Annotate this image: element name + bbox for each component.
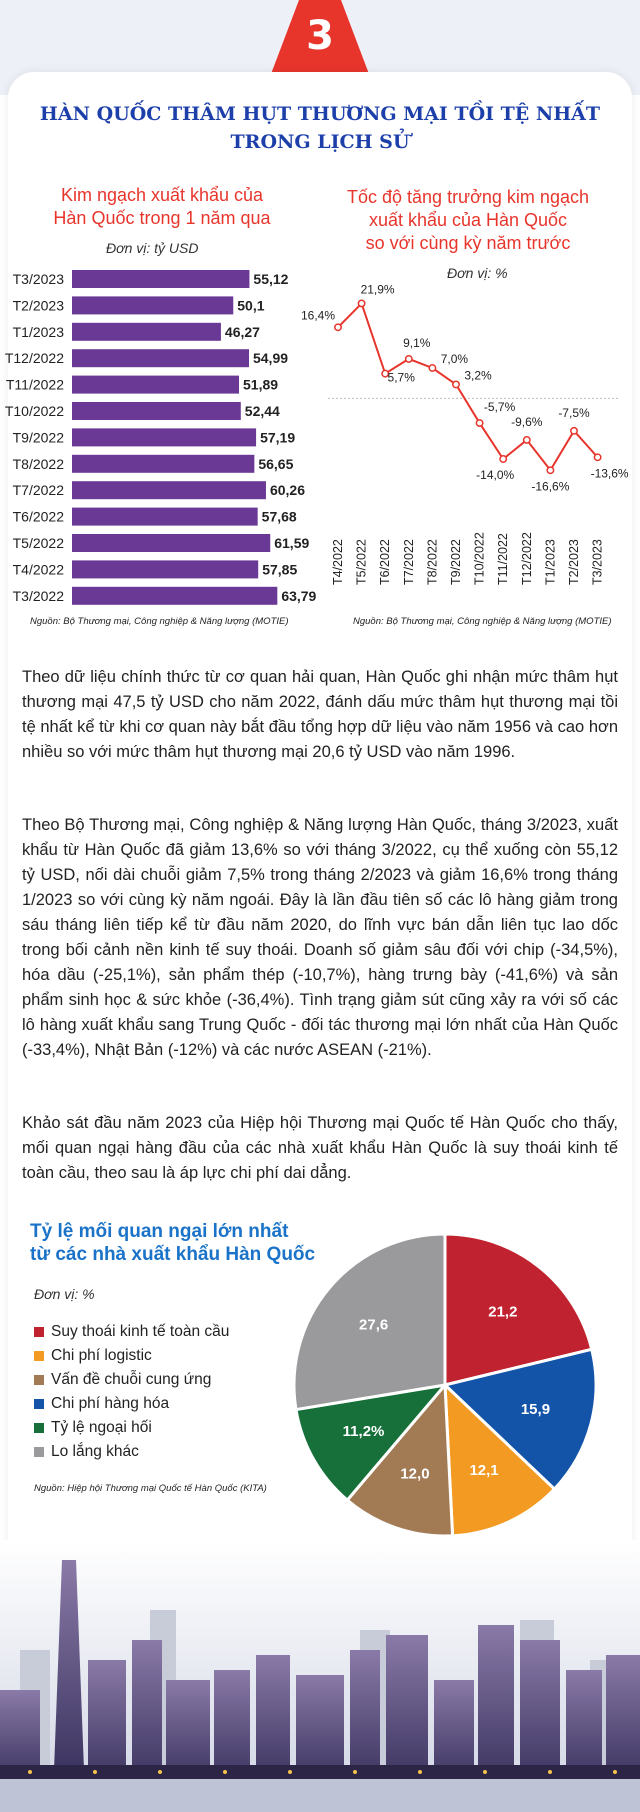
bar-chart-source: Nguồn: Bộ Thương mại, Công nghiệp & Năng lượng (MOTIE) [30,616,289,627]
line-category-label: T11/2022 [496,533,511,585]
line-category-label: T6/2022 [378,539,393,585]
pie-slice-label: 12,1 [469,1462,499,1480]
page-title [20,100,620,156]
bar [72,296,233,314]
pie-slice-label: 11,2% [342,1423,385,1441]
pie-chart-title [30,1220,315,1266]
line-value-label: -9,6% [511,414,543,429]
bar-category-label: T6/2022 [12,508,64,525]
legend-item [34,1440,229,1464]
line-point [500,456,506,462]
line-category-label: T2/2023 [567,539,581,585]
bar-value-label: 57,85 [262,561,298,578]
line-category-label: T7/2022 [401,539,416,585]
bar-chart-title-line-1: Kim ngạch xuất khẩu của [60,185,264,205]
pie-chart-title-line-1: Tỷ lệ mối quan ngại lớn nhất [30,1221,289,1242]
pie-legend [34,1320,229,1464]
pie-chart [290,1225,610,1545]
bar-category-label: T2/2023 [12,297,64,314]
line-category-label: T10/2022 [472,532,487,585]
legend-label: Vấn đề chuỗi cung ứng [51,1371,212,1388]
line-point [571,428,577,434]
pie-chart-source: Nguồn: Hiệp hội Thương mại Quốc tế Hàn Quốc (KITA) [34,1483,267,1494]
bar-category-label: T5/2022 [12,535,64,551]
line-point [406,356,412,362]
legend-label: Chi phí logistic [51,1347,152,1364]
line-chart-source: Nguồn: Bộ Thương mại, Công nghiệp & Năng lượng (MOTIE) [353,616,612,627]
line-chart-title-line-1: Tốc độ tăng trưởng kim ngạch [347,187,589,207]
line-value-label: 3,2% [464,368,492,383]
paragraph-2: Theo Bộ Thương mại, Công nghiệp & Năng lượng Hàn Quốc, tháng 3/2023, xuất khẩu từ Hàn Quốc đã giảm 13,6% so với tháng 3/2022, cụ thể xuống còn 55,12 tỷ USD, nối dài chuỗi giảm 7,5% trong tháng 2/2023 và giảm 16,6% trong tháng 1/2023 so với cùng kỳ năm ngoái. Đây là lần đầu tiên số các lô hàng giảm trong sáu tháng liên tiếp kể từ đầu năm 2020, do lĩnh vực bán dẫn liên tục lao dốc trong bối cảnh nền kinh tế suy thoái. Doanh số giảm sâu đối với chip (-34,5%), hóa dầu (-25,1%), sản phẩm thép (-10,7%), hàng trưng bày (-41,6%) và sản phẩm sinh học & sức khỏe (-36,4%). Tình trạng giảm sút cũng xảy ra với số các lô hàng xuất khẩu sang Trung Quốc - đối tác thương mại lớn nhất của Hàn Quốc (-33,4%), Nhật Bản (-12%) và các nước ASEAN (-21%). [22,816,618,1059]
page-title-line-2: TRONG LỊCH SỬ [230,131,410,153]
bar [72,349,249,367]
bar-value-label: 57,19 [260,429,296,446]
bar-value-label: 54,99 [252,350,289,367]
line-value-label: -13,6% [590,466,629,481]
bar-category-label: T1/2023 [12,323,64,340]
line-series [338,303,598,470]
bar [72,587,277,605]
bar-category-label: T10/2022 [4,403,64,419]
line-value-label: -7,5% [558,405,590,420]
line-category-label: T8/2022 [425,539,440,585]
bar [72,455,254,473]
section-number: 3 [306,13,334,59]
line-value-label: -14,0% [476,468,515,482]
bar-category-label: T7/2022 [12,482,64,499]
bar-category-label: T11/2022 [5,376,64,393]
bar-category-label: T3/2023 [12,271,64,287]
line-value-label: -5,7% [483,400,516,415]
line-chart-title-line-3: so với cùng kỳ năm trước [365,233,571,253]
legend-swatch [34,1447,44,1457]
legend-swatch [34,1327,44,1337]
pie-slice-label: 15,9 [520,1401,551,1419]
bar-category-label: T3/2022 [12,587,64,604]
bar [72,508,258,526]
line-category-label: T12/2022 [519,532,534,585]
line-category-label: T1/2023 [543,539,558,585]
legend-item [34,1320,229,1344]
line-point [547,467,553,473]
line-point [429,365,435,371]
bar-value-label: 51,89 [243,376,279,393]
line-category-label: T5/2022 [354,539,369,585]
legend-label: Tỷ lệ ngoại hối [51,1419,152,1436]
legend-item [34,1416,229,1440]
legend-swatch [34,1375,44,1385]
bar-chart-title [22,184,302,230]
bar [72,560,258,578]
bar-value-label: 46,27 [224,323,260,340]
bar-value-label: 56,65 [258,455,294,472]
pie-slice-label: 12,0 [400,1465,430,1483]
line-point [476,420,482,426]
line-chart-unit: Đơn vị: % [447,265,508,281]
line-point [453,381,459,387]
bar [72,376,239,394]
line-category-label: T3/2023 [590,539,605,585]
bar [72,534,270,552]
legend-item [34,1368,229,1392]
bar-value-label: 50,1 [237,297,265,314]
line-point [358,300,364,306]
bar-value-label: 61,59 [274,535,310,551]
pie-slice-label: 21,2 [488,1303,518,1321]
paragraph-1: Theo dữ liệu chính thức từ cơ quan hải quan, Hàn Quốc ghi nhận mức thâm hụt thương mại 47,5 tỷ USD cho năm 2022, đánh dấu mức thâm hụt thương mại tồi tệ nhất kể từ khi cơ quan này bắt đầu tổng hợp dữ liệu vào năm 1956 và cao hơn nhiều so với mức thâm hụt thương mại 20,6 tỷ USD vào năm 1996. [22,668,618,761]
bar-value-label: 57,68 [261,508,297,525]
line-chart-title-line-2: xuất khẩu của Hàn Quốc [368,210,568,230]
line-point [335,324,341,330]
legend-item [34,1344,229,1368]
line-value-label: 5,7% [387,370,415,385]
legend-swatch [34,1423,44,1433]
legend-item [34,1392,229,1416]
bar [72,428,256,446]
legend-swatch [34,1399,44,1409]
line-category-label: T4/2022 [331,539,345,585]
pie-chart-unit: Đơn vị: % [34,1286,95,1302]
line-value-label: 16,4% [300,308,336,323]
bar-chart [0,268,317,608]
line-value-label: -16,6% [531,479,570,494]
line-value-label: 9,1% [403,335,431,350]
legend-swatch [34,1351,44,1361]
pie-slice-label: 27,6 [359,1316,389,1334]
bar-value-label: 63,79 [281,587,317,604]
pie-chart-title-line-2: từ các nhà xuất khẩu Hàn Quốc [30,1244,316,1265]
bar [72,402,241,420]
line-chart [300,280,630,615]
legend-label: Lo lắng khác [51,1443,139,1460]
bar-category-label: T9/2022 [12,429,64,446]
line-point [524,437,530,443]
legend-label: Chi phí hàng hóa [51,1395,170,1412]
bar-chart-title-line-2: Hàn Quốc trong 1 năm qua [53,208,271,228]
bar-chart-unit: Đơn vị: tỷ USD [106,240,199,256]
bar-category-label: T4/2022 [12,561,64,578]
bar-value-label: 60,26 [269,482,306,499]
line-value-label: 7,0% [440,352,469,366]
line-chart-title [318,186,618,255]
bar [72,323,221,341]
bar-category-label: T12/2022 [4,350,64,367]
page-title-line-1: HÀN QUỐC THÂM HỤT THƯƠNG MẠI TỒI TỆ NHẤT [39,103,601,125]
line-category-label: T9/2022 [449,539,463,585]
bar-category-label: T8/2022 [12,455,64,472]
line-value-label: 21,9% [360,282,395,297]
city-skyline-illustration [0,1540,640,1812]
bar [72,270,249,288]
bar [72,481,266,499]
paragraph-3: Khảo sát đầu năm 2023 của Hiệp hội Thương mại Quốc tế Hàn Quốc cho thấy, mối quan ngại hàng đầu của các nhà xuất khẩu Hàn Quốc là suy thoái kinh tế toàn cầu, theo sau là áp lực chi phí dai dẳng. [22,1114,618,1182]
bar-value-label: 55,12 [253,271,289,287]
line-point [594,454,600,460]
legend-label: Suy thoái kinh tế toàn cầu [51,1323,230,1340]
bar-value-label: 52,44 [244,403,280,419]
